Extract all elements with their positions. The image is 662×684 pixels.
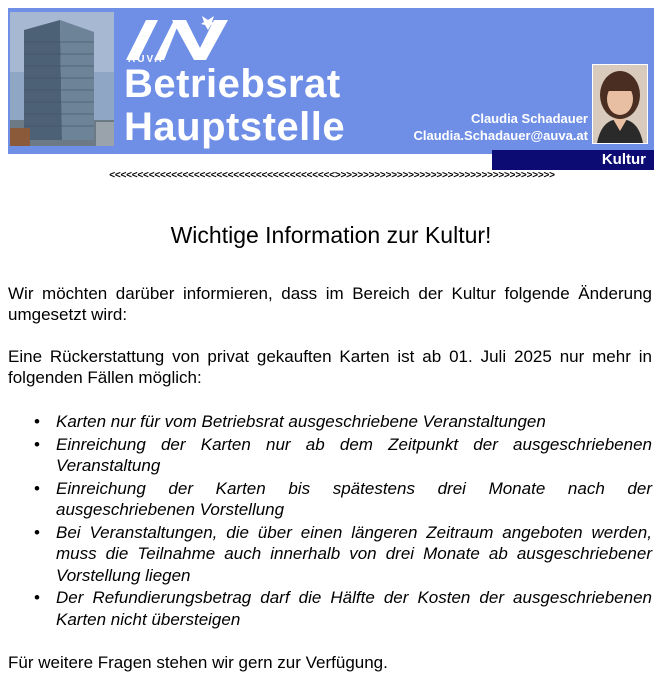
closing-paragraph: Für weitere Fragen stehen wir gern zur Verfügung. [8, 653, 388, 672]
bullet-icon: • [34, 434, 40, 454]
building-photo [10, 12, 114, 146]
list-item: • Einreichung der Karten bis spätestens drei Monate nach der ausgeschriebenen Vorstellung [34, 478, 652, 519]
section-label: Kultur [601, 151, 646, 168]
brand-title-line2: Hauptstelle [124, 105, 346, 149]
list-item: • Bei Veranstaltungen, die über einen längeren Zeitraum angeboten werden, muss die Teilnahme auch innerhalb von drei Monate ab ausgeschriebener Vorstellung liegen [34, 522, 652, 585]
logo-text: AUVA [128, 54, 164, 65]
contact-name: Claudia Schadauer [470, 111, 588, 126]
page-title: Wichtige Information zur Kultur! [170, 222, 492, 248]
contact-portrait [592, 64, 648, 144]
bullet-icon: • [34, 478, 40, 498]
section-tab [492, 150, 654, 170]
intro-paragraph: Wir möchten darüber informieren, dass im Bereich der Kultur folgende Änderung umgesetzt wird: [8, 284, 652, 324]
brand-title-line1: Betriebsrat [124, 62, 341, 106]
bullet-icon: • [34, 412, 40, 431]
bullet-icon: • [34, 588, 40, 607]
bullet-icon: • [34, 522, 40, 542]
list-item: • Karten nur für vom Betriebsrat ausgeschriebene Veranstaltungen [34, 412, 546, 431]
list-item: • Einreichung der Karten nur ab dem Zeitpunkt der ausgeschriebenen Veranstaltung [34, 434, 652, 475]
statement-paragraph: Eine Rückerstattung von privat gekauften Karten ist ab 01. Juli 2025 nur mehr in folgenden Fällen möglich: [8, 347, 652, 387]
contact-email[interactable]: Claudia.Schadauer@auva.at [413, 128, 588, 143]
divider-line: <<<<<<<<<<<<<<<<<<<<<<<<<<<<<<<<<<<<<<<<>>>>>>>>>>>>>>>>>>>>>>>>>>>>>>>>>>>>>>> [109, 170, 555, 181]
conditions-list [8, 411, 652, 631]
list-item: • Der Refundierungsbetrag darf die Hälfte der Kosten der ausgeschriebenen Karten nicht übersteigen [34, 588, 652, 629]
